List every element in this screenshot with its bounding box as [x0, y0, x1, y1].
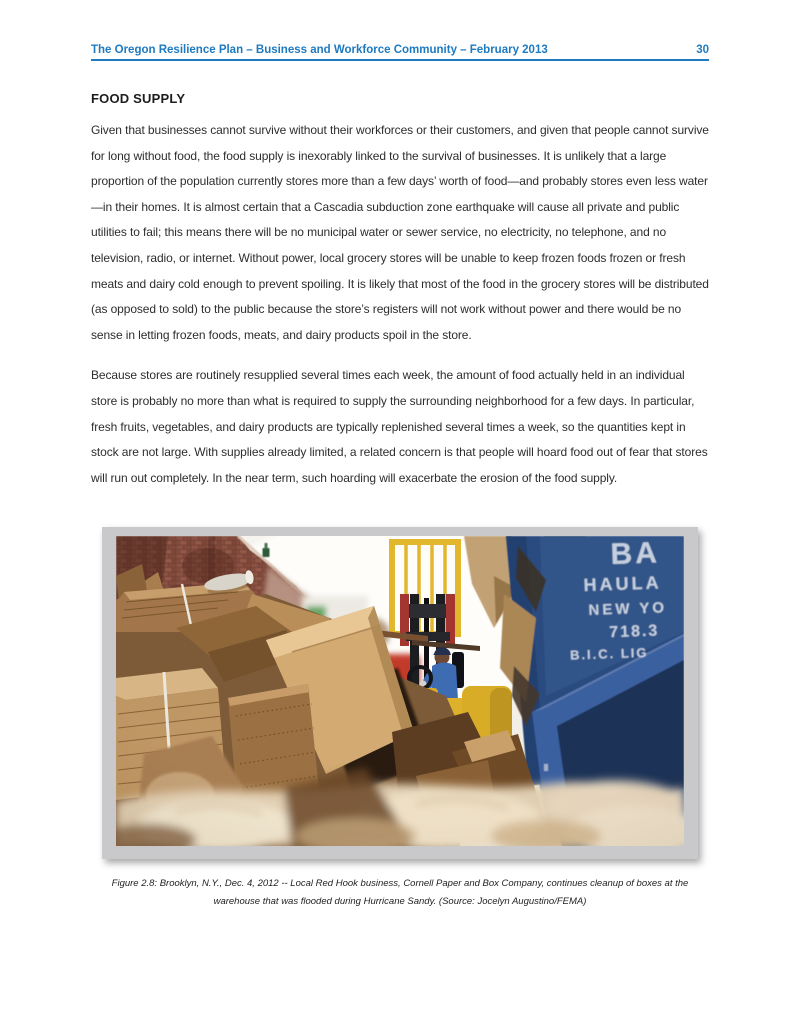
page-header: [91, 44, 709, 61]
figure-caption: Figure 2.8: Brooklyn, N.Y., Dec. 4, 2012 -- Local Red Hook business, Cornell Paper and Box Company, continues cleanup of boxes at the warehouse that was flooded during Hurricane Sandy. (Source: Jocelyn Augustino/FEMA): [111, 878, 689, 907]
paragraph-1: Given that businesses cannot survive without their workforces or their customers, and given that people cannot survive for long without food, the food supply is inexorably linked to the survival of businesses. It is unlikely that a large proportion of the population currently stores more than a few days’ worth of food—and probably stores even less water—in their homes. It is almost certain that a Cascadia subduction zone earthquake will cause all private and public utilities to fail; this means there will be no municipal water or sewer service, no electricity, no telephone, and no television, radio, or internet. Without power, local grocery stores will be unable to keep frozen foods frozen or fresh meats and dairy cold enough to prevent spoiling. It is likely that most of the food in the grocery stores will be distributed (as opposed to sold) to the public because the store’s registers will not work without power and there would be no sense in letting frozen foods, meats, and dairy products spoil in the store.: [91, 123, 709, 342]
paragraph-2: Because stores are routinely resupplied several times each week, the amount of food actually held in an individual store is probably no more than what is required to supply the surrounding neighborhood for a few days. In particular, fresh fruits, vegetables, and dairy products are typically replenished several times a week, so the quantities kept in stock are not large. With supplies already limited, a related concern is that people will hoard food out of fear that stores will run out completely. In the near term, such hoarding will exacerbate the erosion of the food supply.: [91, 368, 708, 485]
figure-photo-frame: [102, 527, 698, 859]
header-page-number: 30: [696, 44, 709, 56]
photo-vignette: [116, 536, 684, 846]
section-heading: FOOD SUPPLY: [91, 91, 186, 106]
header-title: The Oregon Resilience Plan – Business and Workforce Community – February 2013: [91, 44, 548, 56]
figure-photo: [116, 536, 684, 846]
